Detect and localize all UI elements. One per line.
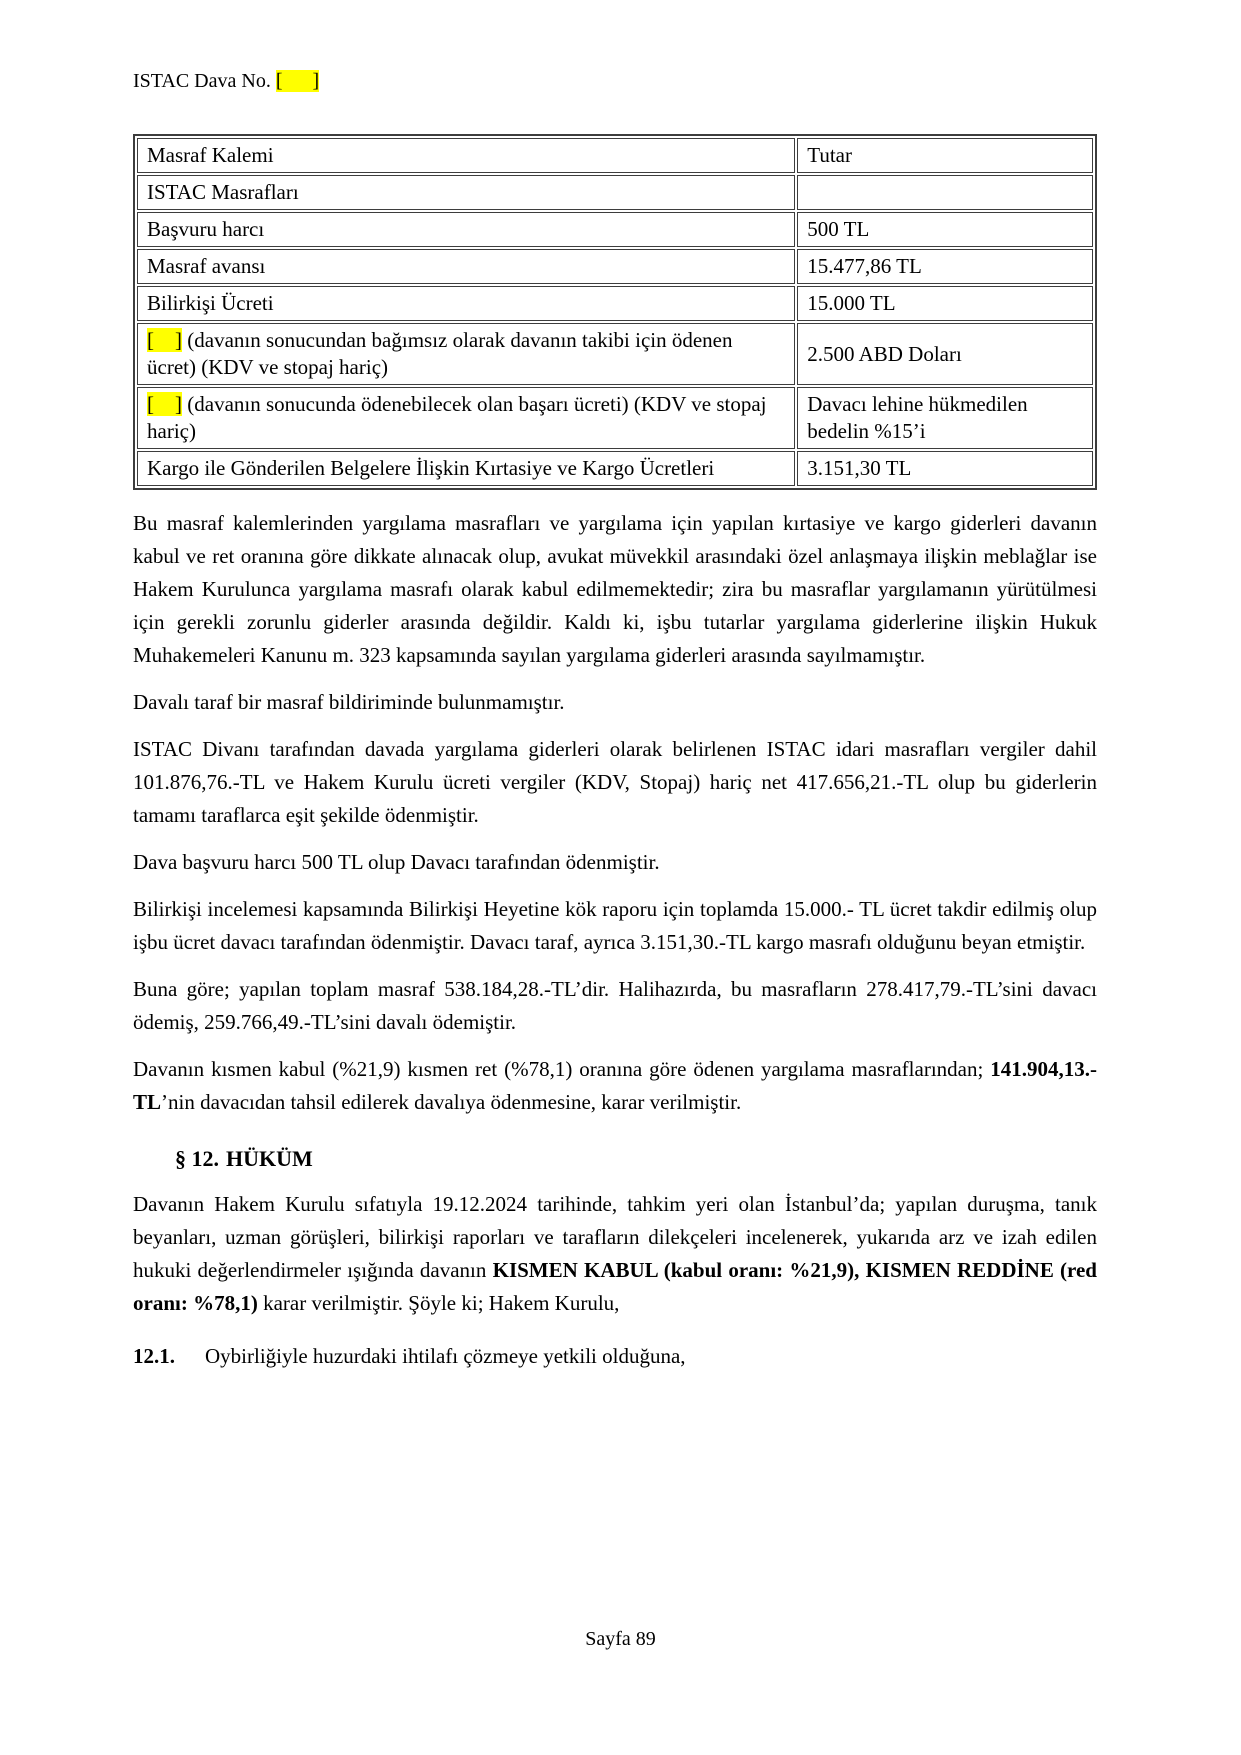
page-footer: Sayfa 89 (585, 1628, 656, 1650)
section-title: HÜKÜM (226, 1146, 313, 1171)
cell-item: Bilirkişi Ücreti (137, 286, 795, 321)
paragraph-istac-costs: ISTAC Divanı tarafından davada yargılama giderleri olarak belirlenen ISTAC idari masrafları vergiler dahil 101.876,76.-TL ve Hakem Kurulu ücreti vergiler (KDV, Stopaj) hariç net 417.656,21.-TL olup bu giderlerin tamamı taraflarca eşit şekilde ödenmiştir. (133, 737, 1097, 827)
table-row (137, 212, 1093, 247)
paragraph-respondent-no-costs: Davalı taraf bir masraf bildiriminde bulunmamıştır. (133, 690, 565, 714)
paragraph-costs-assessment: Bu masraf kalemlerinden yargılama masrafları ve yargılama için yapılan kırtasiye ve kargo giderleri davanın kabul ve ret oranına göre dikkate alınacak olup, avukat müvekkil arasındaki özel anlaşmaya ilişkin meblağlar ise Hakem Kurulunca yargılama masrafı olarak kabul edilmemektedir; zira bu masraflar yargılamanın yürütülmesi için gerekli zorunlu giderler arasında değildir. Kaldı ki, işbu tutarlar yargılama giderlerine ilişkin Hukuk Muhakemeleri Kanunu m. 323 kapsamında sayılan yargılama giderleri arasında sayılmamıştır. (133, 511, 1097, 667)
clause-number: 12.1. (133, 1344, 175, 1368)
cell-item-text: (davanın sonucunda ödenebilecek olan başarı ücreti) (KDV ve stopaj hariç) (147, 392, 767, 443)
cell-amount: 500 TL (797, 212, 1093, 247)
section-heading-hukum (175, 1145, 1097, 1173)
document-body (133, 507, 1097, 1373)
cell-item-text: (davanın sonucundan bağımsız olarak davanın takibi için ödenen ücret) (KDV ve stopaj hariç) (147, 328, 733, 379)
redaction-placeholder: [ ] (147, 328, 182, 352)
verdict-post: karar verilmiştir. Şöyle ki; Hakem Kurulu, (257, 1291, 620, 1315)
verdict-decision: KISMEN KABUL (kabul oranı: %21,9), KISMEN REDDİNE (red oranı: %78,1) (133, 1258, 1097, 1315)
paragraph-verdict (133, 1188, 1097, 1320)
cost-allocation-pre: Davanın kısmen kabul (%21,9) kısmen ret (%78,1) oranına göre ödenen yargılama masraflarından; (133, 1057, 991, 1081)
cell-amount (797, 175, 1093, 210)
cell-item: ISTAC Masrafları (137, 175, 795, 210)
redaction-placeholder: [ ] (147, 392, 182, 416)
table-row (137, 286, 1093, 321)
case-no-placeholder: [ ] (275, 70, 320, 92)
table-header-row (137, 138, 1093, 173)
table-row (137, 249, 1093, 284)
paragraph-cost-allocation (133, 1053, 1097, 1119)
cell-item: Kargo ile Gönderilen Belgelere İlişkin Kırtasiye ve Kargo Ücretleri (137, 451, 795, 486)
table-row (137, 387, 1093, 449)
verdict-pre: Davanın Hakem Kurulu sıfatıyla 19.12.2024 tarihinde, tahkim yeri olan İstanbul’da; yapılan duruşma, tanık beyanları, uzman görüşleri, bilirkişi raporları ve tarafların dilekçeleri incelenerek, yukarıda arz ve izah edilen hukuki değerlendirmeler ışığında davanın (133, 1192, 1097, 1282)
table-row (137, 451, 1093, 486)
column-header-item: Masraf Kalemi (137, 138, 795, 173)
cost-allocation-post: ’nin davacıdan tahsil edilerek davalıya ödenmesine, karar verilmiştir. (161, 1090, 742, 1114)
table-row (137, 323, 1093, 385)
cell-item (137, 387, 795, 449)
case-no-label: ISTAC Dava No. (133, 70, 276, 92)
cell-item: Başvuru harcı (137, 212, 795, 247)
cost-allocation-amount: 141.904,13.-TL (133, 1057, 1097, 1114)
column-header-amount: Tutar (797, 138, 1093, 173)
cell-amount: 2.500 ABD Doları (797, 323, 1093, 385)
clause-text: Oybirliğiyle huzurdaki ihtilafı çözmeye yetkili olduğuna, (205, 1344, 686, 1368)
paragraph-total-costs: Buna göre; yapılan toplam masraf 538.184,28.-TL’dir. Halihazırda, bu masrafların 278.417,79.-TL’sini davacı ödemiş, 259.766,49.-TL’sini davalı ödemiştir. (133, 977, 1097, 1034)
cell-amount: Davacı lehine hükmedilen bedelin %15’i (797, 387, 1093, 449)
document-header (133, 68, 1097, 94)
section-number: § 12. (175, 1146, 219, 1171)
cell-item: Masraf avansı (137, 249, 795, 284)
cell-item (137, 323, 795, 385)
cost-table (133, 134, 1097, 490)
cell-amount: 3.151,30 TL (797, 451, 1093, 486)
cell-amount: 15.477,86 TL (797, 249, 1093, 284)
table-row (137, 175, 1093, 210)
paragraph-filing-fee: Dava başvuru harcı 500 TL olup Davacı tarafından ödenmiştir. (133, 850, 660, 874)
cell-amount: 15.000 TL (797, 286, 1093, 321)
paragraph-expert-fee: Bilirkişi incelemesi kapsamında Bilirkişi Heyetine kök raporu için toplamda 15.000.- TL ücret takdir edilmiş olup işbu ücret davacı tarafından ödenmiştir. Davacı taraf, ayrıca 3.151,30.-TL kargo masrafı olduğunu beyan etmiştir. (133, 897, 1097, 954)
clause-12-1 (133, 1340, 1097, 1373)
